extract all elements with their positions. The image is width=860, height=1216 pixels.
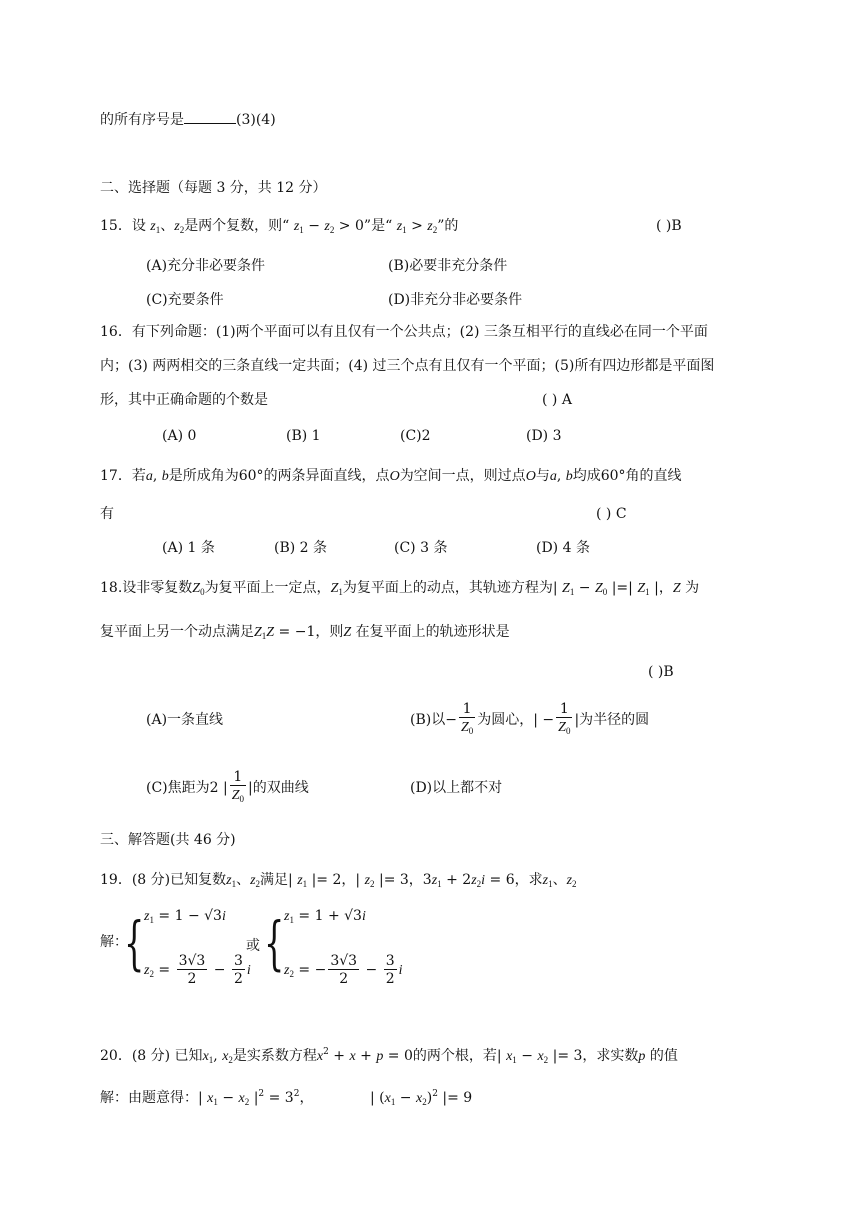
sol2-z2: $z_2$ = − $\frac{3√3}{2}$ − $\frac{3}{2}$ i xyxy=(284,952,403,987)
q15-option-d: (D)非充分非必要条件 xyxy=(388,292,523,308)
prev-answer: (3)(4) xyxy=(236,112,276,128)
q17-answer-bracket: ( ) C xyxy=(596,506,627,522)
q19-line-1: 19．(8 分)已知复数$z_1$、$z_2$满足| $z_1$ |= 2，| $z_2$ |= 3，$3z_1 + 2z_2i = 6$，求$z_1$、$z_2$ xyxy=(100,872,577,889)
q19-condition-3: $3z_1 + 2z_2i = 6$ xyxy=(422,872,515,889)
q16-option-b: (B) 1 xyxy=(286,428,321,444)
q16-answer: A xyxy=(561,392,572,408)
q20-condition: | $x_1 - x_2$ |= 3 xyxy=(496,1048,583,1065)
q17-option-b: (B) 2 条 xyxy=(274,540,328,556)
q18-answer: B xyxy=(663,664,674,680)
q17-option-c: (C) 3 条 xyxy=(394,540,448,556)
q15-option-a: (A)充分非必要条件 xyxy=(146,258,266,274)
q18-option-a: (A)一条直线 xyxy=(146,712,224,728)
q18-line-1: 18.设非零复数$Z_0$为复平面上一定点，$Z_1$为复平面上的动点，其轨迹方程为| $Z_1 - Z_0$ |=| $Z_1$ |，Z 为 xyxy=(100,580,700,597)
q16-option-d: (D) 3 xyxy=(526,428,562,444)
q19-solution-label: 解： xyxy=(100,934,128,950)
left-brace-1: { xyxy=(124,909,145,977)
q20-line-1: 20．(8 分) 已知$x_1$, $x_2$是实系数方程$x^2 + x + p = 0$的两个根，若| $x_1 - x_2$ |= 3，求实数p 的值 xyxy=(100,1047,678,1065)
q20-step-1: | $x_1 - x_2$ $|^2 = 3^2$， xyxy=(198,1089,314,1107)
q18-equation: | $Z_1 - Z_0$ |=| $Z_1$ | xyxy=(552,580,659,597)
solution-or: 或 xyxy=(246,938,260,954)
q15-condition-1: $z_1 - z_2 > 0$ xyxy=(293,218,364,235)
q18-option-c: (C)焦距为2 | $\frac{1}{Z_0}$ |的双曲线 xyxy=(146,768,309,804)
q20-equation: $x^2 + x + p = 0$ xyxy=(316,1047,413,1064)
question-15: 15．设 $z_1$、$z_2$是两个复数，则“ $z_1 - z_2 > 0$”是“ $z_1 > z_2$”的 xyxy=(100,218,459,235)
section-two-title: 二、选择题（每题 3 分，共 12 分） xyxy=(100,180,327,196)
q19-condition-2: | $z_2$ |= 3 xyxy=(355,872,409,889)
q18-answer-bracket: ( )B xyxy=(648,664,674,680)
q15-condition-2: $z_1 > z_2$ xyxy=(396,218,438,235)
q16-option-a: (A) 0 xyxy=(162,428,197,444)
q15-answer-bracket: ( )B xyxy=(656,218,682,234)
section-three-title: 三、解答题(共 46 分) xyxy=(100,832,236,848)
sol1-z1: $z_1 = 1 - √3i$ xyxy=(144,908,226,925)
sol1-z2: $z_2$ = $\frac{3√3}{2}$ − $\frac{3}{2}$ i xyxy=(144,952,251,987)
q18-option-b: (B)以− $\frac{1}{Z_0}$ 为圆心，| − $\frac{1}{Z_0}$ |为半径的圆 xyxy=(410,700,650,736)
q18-line-2: 复平面上另一个动点满足$Z_1Z = -1$，则Z 在复平面上的轨迹形状是 xyxy=(100,624,510,641)
q17-line-1: 17．若a, b是所成角为60°的两条异面直线，点O为空间一点，则过点O与a, b均成60°角的直线 xyxy=(100,468,682,484)
q16-line-3: 形，其中正确命题的个数是 xyxy=(100,392,268,408)
q18-equation-2: $Z_1Z = -1$ xyxy=(254,624,316,641)
q16-answer-bracket: ( ) A xyxy=(542,392,572,408)
left-brace-2: { xyxy=(264,909,285,977)
q16-line-1: 16．有下列命题：(1)两个平面可以有且仅有一个公共点；(2) 三条互相平行的直线必在同一个平面 xyxy=(100,324,708,340)
q16-option-c: (C)2 xyxy=(400,428,431,444)
q18-option-d: (D)以上都不对 xyxy=(410,780,503,796)
q15-option-b: (B)必要非充分条件 xyxy=(388,258,508,274)
q17-option-d: (D) 4 条 xyxy=(536,540,590,556)
q17-option-a: (A) 1 条 xyxy=(162,540,215,556)
sol2-z1: $z_1 = 1 + √3i$ xyxy=(284,908,366,925)
answer-blank xyxy=(184,111,236,124)
q19-condition-1: | $z_1$ |= 2 xyxy=(288,872,342,889)
q17-answer: C xyxy=(615,506,627,522)
q17-line-2: 有 xyxy=(100,506,114,522)
q15-answer: B xyxy=(671,218,682,234)
q15-option-c: (C)充要条件 xyxy=(146,292,224,308)
q20-step-2: | $(x_1 - x_2)^2$ |= 9 xyxy=(370,1089,473,1107)
q20-solution: 解：由题意得：| $x_1 - x_2$ $|^2 = 3^2$， xyxy=(100,1089,314,1107)
q16-line-2: 内；(3) 两两相交的三条直线一定共面；(4) 过三个点有且仅有一个平面；(5)所有四边形都是平面图 xyxy=(100,358,715,374)
prev-question-tail: 的所有序号是 (3)(4) xyxy=(100,112,276,128)
